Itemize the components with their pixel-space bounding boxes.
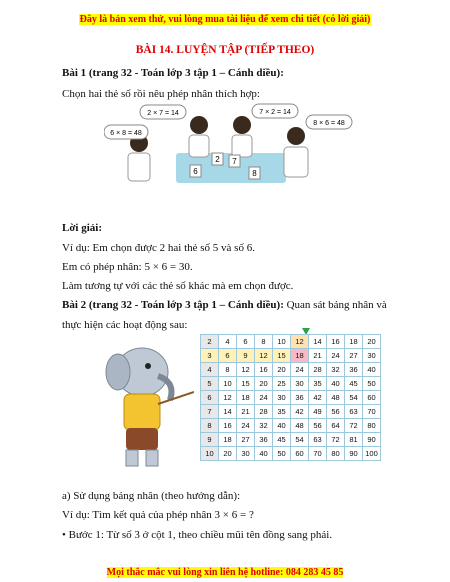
- table-row: [201, 363, 381, 377]
- table-row: [201, 377, 381, 391]
- table-cell: 56: [309, 419, 327, 433]
- table-cell: 90: [363, 433, 381, 447]
- table-cell: 10: [201, 447, 219, 461]
- table-row: [201, 405, 381, 419]
- table-cell: 18: [345, 335, 363, 349]
- table-cell: 42: [291, 405, 309, 419]
- multiplication-table: [200, 334, 381, 461]
- table-cell: 6: [201, 391, 219, 405]
- svg-text:6 × 8 = 48: 6 × 8 = 48: [110, 130, 142, 137]
- table-cell: 3: [201, 349, 219, 363]
- table-cell: 54: [345, 391, 363, 405]
- table-cell: 40: [327, 377, 345, 391]
- table-cell: 6: [237, 335, 255, 349]
- table-cell: 32: [327, 363, 345, 377]
- table-cell: 20: [273, 363, 291, 377]
- table-cell: 12: [291, 335, 309, 349]
- table-cell: 15: [237, 377, 255, 391]
- elephant-leg-left: [126, 450, 138, 466]
- table-cell: 28: [255, 405, 273, 419]
- table-cell: 60: [291, 447, 309, 461]
- svg-text:8 × 6 = 48: 8 × 6 = 48: [313, 120, 345, 127]
- header-banner: [0, 9, 450, 27]
- kid2-body: [189, 135, 209, 157]
- table-cell: 18: [291, 349, 309, 363]
- table-cell: 70: [309, 447, 327, 461]
- table-cell: 14: [219, 405, 237, 419]
- svg-text:2 × 7 = 14: 2 × 7 = 14: [147, 110, 179, 117]
- table-cell: 12: [255, 349, 273, 363]
- bubble-8x6: [306, 115, 352, 129]
- bubble-7x2: [252, 104, 298, 118]
- bai1-heading: Bài 1 (trang 32 - Toán lớp 3 tập 1 – Cánh diều):: [62, 67, 284, 79]
- svg-text:7: 7: [232, 157, 237, 166]
- table-cell: 72: [345, 419, 363, 433]
- table-cell: 90: [345, 447, 363, 461]
- card-7: [229, 155, 240, 167]
- bai2-paragraph: [62, 295, 402, 335]
- card-6: [190, 165, 201, 177]
- table-cell: 16: [327, 335, 345, 349]
- table-cell: 36: [291, 391, 309, 405]
- table-cell: 14: [309, 335, 327, 349]
- table-cell: 63: [345, 405, 363, 419]
- table-cell: 70: [363, 405, 381, 419]
- table-cell: 30: [237, 447, 255, 461]
- table-cell: 50: [273, 447, 291, 461]
- table-row: [201, 419, 381, 433]
- table-cell: 20: [255, 377, 273, 391]
- table-cell: 8: [201, 419, 219, 433]
- kid1-body: [128, 153, 150, 181]
- loi-giai-line-2: Em có phép nhân: 5 × 6 = 30.: [62, 261, 193, 273]
- bai2-heading: Bài 2 (trang 32 - Toán lớp 3 tập 1 – Cánh diều):: [62, 299, 284, 311]
- table-cell: 48: [327, 391, 345, 405]
- table-cell: 20: [219, 447, 237, 461]
- table-cell: 45: [273, 433, 291, 447]
- table-cell: 30: [291, 377, 309, 391]
- table-cell: 9: [237, 349, 255, 363]
- loi-giai-line-3: Làm tương tự với các thẻ số khác mà em chọn được.: [62, 280, 294, 292]
- bai1-prompt: Chọn hai thẻ số rồi nêu phép nhân thích hợp:: [62, 88, 260, 100]
- table-cell: 50: [363, 377, 381, 391]
- table-cell: 28: [309, 363, 327, 377]
- table-cell: 64: [327, 419, 345, 433]
- bubble-2x7: [140, 105, 186, 119]
- table-cell: 16: [219, 419, 237, 433]
- table-cell: 15: [273, 349, 291, 363]
- table-cell: 36: [345, 363, 363, 377]
- table-cell: 20: [363, 335, 381, 349]
- table-cell: 10: [273, 335, 291, 349]
- table-cell: 40: [363, 363, 381, 377]
- table-cell: 16: [255, 363, 273, 377]
- table-cell: 24: [255, 391, 273, 405]
- table-cell: 12: [237, 363, 255, 377]
- elephant-eye: [145, 363, 151, 369]
- table-cell: 32: [255, 419, 273, 433]
- kid2-head: [190, 116, 208, 134]
- bai2-step1: • Bước 1: Từ số 3 ở cột 1, theo chiều mũi tên đồng sang phải.: [62, 529, 333, 541]
- table-cell: 30: [273, 391, 291, 405]
- table-cell: 25: [273, 377, 291, 391]
- table-cell: 81: [345, 433, 363, 447]
- card-2: [212, 153, 223, 165]
- table-cell: 60: [363, 391, 381, 405]
- table-cell: 24: [291, 363, 309, 377]
- kid3-body: [232, 135, 252, 157]
- header-banner-text: Đây là bản xem thử, vui lòng mua tài liệu để xem chi tiết (có lời giải): [79, 14, 371, 25]
- table-cell: 40: [255, 447, 273, 461]
- table-cell: 7: [201, 405, 219, 419]
- kid3-head: [233, 116, 251, 134]
- table-cell: 8: [219, 363, 237, 377]
- elephant-leg-right: [146, 450, 158, 466]
- table-cell: 18: [219, 433, 237, 447]
- loi-giai-heading: Lời giải:: [62, 222, 103, 234]
- table-cell: 27: [345, 349, 363, 363]
- table-cell: 21: [237, 405, 255, 419]
- table-cell: 27: [237, 433, 255, 447]
- table-cell: 5: [201, 377, 219, 391]
- table-cell: 54: [291, 433, 309, 447]
- svg-text:6: 6: [193, 167, 198, 176]
- table-cell: 24: [237, 419, 255, 433]
- table-cell: 48: [291, 419, 309, 433]
- table-cell: 10: [219, 377, 237, 391]
- table-cell: 42: [309, 391, 327, 405]
- table-cell: 80: [327, 447, 345, 461]
- table-cell: 56: [327, 405, 345, 419]
- table-cell: 72: [327, 433, 345, 447]
- table-row: [201, 349, 381, 363]
- table-cell: 21: [309, 349, 327, 363]
- footer-banner: [0, 562, 450, 580]
- table-row: [201, 433, 381, 447]
- table-row: [201, 335, 381, 349]
- elephant-illustration: [104, 332, 194, 472]
- table-cell: 8: [255, 335, 273, 349]
- bai2-text: Quan sát bảng nhân và thực hiện các hoạt động sau:: [62, 299, 387, 331]
- bai2-part-a: a) Sử dụng bảng nhân (theo hướng dẫn):: [62, 490, 241, 502]
- svg-text:8: 8: [252, 169, 257, 178]
- children-cards-illustration: [104, 103, 354, 185]
- table-cell: 49: [309, 405, 327, 419]
- table-cell: 4: [201, 363, 219, 377]
- table-cell: 12: [219, 391, 237, 405]
- bai2-example: Ví dụ: Tìm kết quả của phép nhân 3 × 6 = ?: [62, 509, 254, 521]
- svg-text:2: 2: [215, 155, 220, 164]
- table-cell: 4: [219, 335, 237, 349]
- table-cell: 30: [363, 349, 381, 363]
- table-cell: 40: [273, 419, 291, 433]
- table-row: [201, 447, 381, 461]
- table-cell: 2: [201, 335, 219, 349]
- elephant-ear: [106, 354, 130, 390]
- table-cell: 45: [345, 377, 363, 391]
- kid4-head: [287, 127, 305, 145]
- table-cell: 36: [255, 433, 273, 447]
- table-cell: 18: [237, 391, 255, 405]
- page-title: BÀI 14. LUYỆN TẬP (TIẾP THEO): [135, 44, 315, 56]
- table-cell: 35: [273, 405, 291, 419]
- card-8: [249, 167, 260, 179]
- table-cell: 35: [309, 377, 327, 391]
- loi-giai-line-1: Ví dụ: Em chọn được 2 hai thẻ số 5 và số 6.: [62, 242, 255, 254]
- footer-banner-text: Mọi thắc mắc vui lòng xin liên hệ hotline: 084 283 45 85: [106, 567, 344, 578]
- pointer-stick: [158, 392, 194, 404]
- elephant-shorts: [126, 428, 158, 450]
- table-cell: 80: [363, 419, 381, 433]
- table-cell: 100: [363, 447, 381, 461]
- elephant-shirt: [124, 394, 160, 430]
- table-cell: 63: [309, 433, 327, 447]
- kid4-body: [284, 147, 308, 177]
- table-cell: 6: [219, 349, 237, 363]
- bubble-6x8: [104, 125, 148, 139]
- svg-text:7 × 2 = 14: 7 × 2 = 14: [259, 109, 291, 116]
- table-row: [201, 391, 381, 405]
- table-cell: 9: [201, 433, 219, 447]
- table-cell: 24: [327, 349, 345, 363]
